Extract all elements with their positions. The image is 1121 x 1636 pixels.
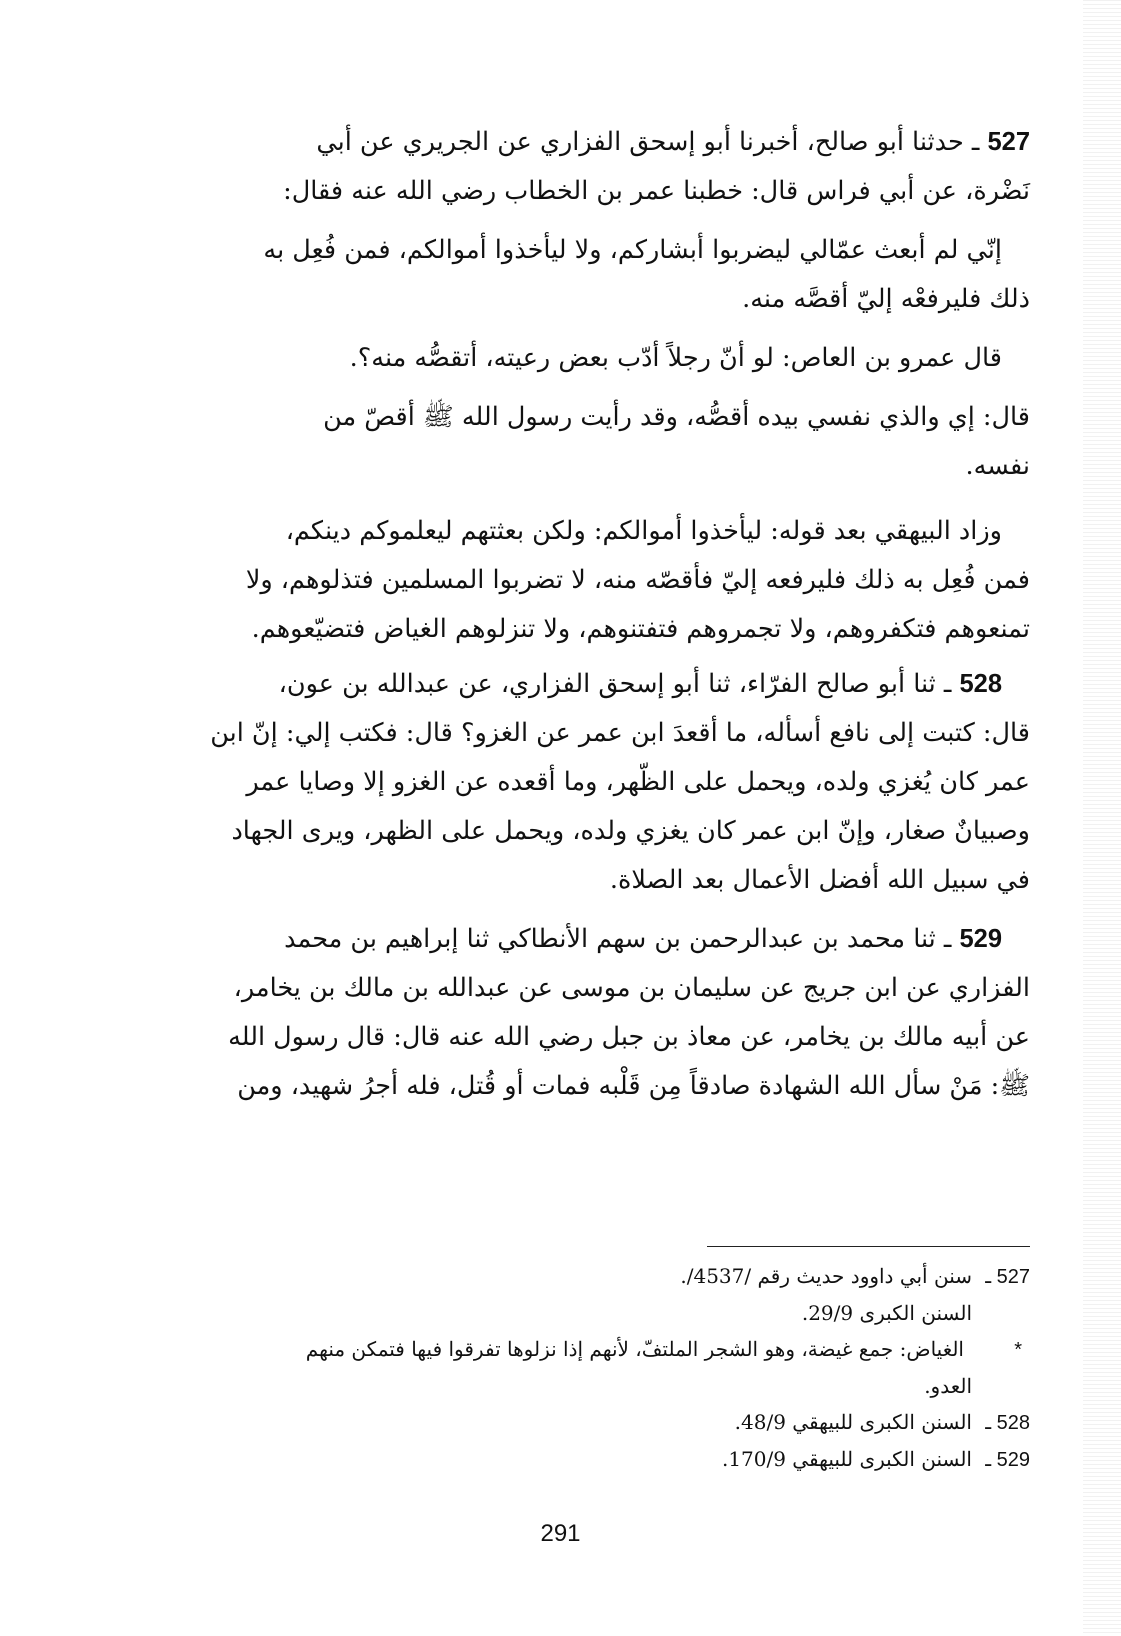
text-line: ذلك فليرفعْه إليّ أقصَّه منه. xyxy=(742,284,1030,314)
text-line: وصبيانٌ صغار، وإنّ ابن عمر كان يغزي ولده، ويحمل على الظهر، ويرى الجهاد xyxy=(231,816,1030,846)
page-number: 291 xyxy=(540,1520,581,1547)
footnote-star-cont xyxy=(170,1368,1030,1404)
hadith-number: 529 xyxy=(959,925,1002,953)
footnote-text: سنن أبي داوود حديث رقم /4537/. xyxy=(680,1264,972,1288)
page-edge-texture xyxy=(1083,0,1121,1636)
hadith-528 xyxy=(170,660,1030,905)
text-line: فمن فُعِل به ذلك فليرفعه إليّ فأقصّه منه، لا تضربوا المسلمين فتذلوهم، ولا xyxy=(245,565,1030,595)
footnote-number: 528 ـ xyxy=(985,1412,1030,1434)
footnote-number: 529 ـ xyxy=(985,1449,1030,1471)
footnote-text: السنن الكبرى للبيهقي 48/9. xyxy=(734,1410,972,1434)
footnote-text: العدو. xyxy=(924,1374,972,1398)
text-line: ـ حدثنا أبو صالح، أخبرنا أبو إسحق الفزاري عن الجريري عن أبي xyxy=(316,127,980,157)
text-line: تمنعوهم فتكفروهم، ولا تجمروهم فتفتنوهم، ولا تنزلوهم الغياض فتضيّعوهم. xyxy=(251,614,1030,644)
text-line: عمر كان يُغزي ولده، ويحمل على الظّهر، وما أقعده عن الغزو إلا وصايا عمر xyxy=(246,767,1030,797)
footnote-text: السنن الكبرى 29/9. xyxy=(801,1301,972,1325)
text-line: في سبيل الله أفضل الأعمال بعد الصلاة. xyxy=(609,865,1030,895)
text-line: نَضْرة، عن أبي فراس قال: خطبنا عمر بن الخطاب رضي الله عنه فقال: xyxy=(283,176,1030,206)
hadith-529 xyxy=(170,915,1030,1111)
hadith-number: 527 xyxy=(987,128,1030,156)
footnote-number: 527 ـ xyxy=(985,1266,1030,1288)
text-line: قال عمرو بن العاص: لو أنّ رجلاً أدّب بعض رعيته، أتقصُّه منه؟. xyxy=(349,343,1002,373)
text-line: عن أبيه مالك بن يخامر، عن معاذ بن جبل رضي الله عنه قال: قال رسول الله xyxy=(228,1022,1030,1052)
footnote-527-cont xyxy=(170,1295,1030,1331)
text-line: إنّي لم أبعث عمّالي ليضربوا أبشاركم، ولا ليأخذوا أموالكم، فمن فُعِل به xyxy=(263,235,1002,265)
text-line: قال: كتبت إلى نافع أسأله، ما أقعدَ ابن عمر عن الغزو؟ قال: فكتب إلي: إنّ ابن xyxy=(210,718,1030,748)
footnote-527 xyxy=(170,1258,1030,1295)
text-line: الفزاري عن ابن جريج عن سليمان بن موسى عن عبدالله بن مالك بن يخامر، xyxy=(233,973,1030,1003)
footnote-529 xyxy=(170,1441,1030,1478)
text-line: ﷺ: مَنْ سأل الله الشهادة صادقاً مِن قَلْبه فمات أو قُتل، فله أجرُ شهيد، ومن xyxy=(237,1071,1030,1101)
footnotes xyxy=(170,1258,1030,1478)
footnote-text: الغياض: جمع غيضة، وهو الشجر الملتفّ، لأنهم إذا نزلوها تفرقوا فيها فتمكن منهم xyxy=(305,1337,964,1361)
footnote-text: السنن الكبرى للبيهقي 170/9. xyxy=(721,1447,972,1471)
text-line: وزاد البيهقي بعد قوله: ليأخذوا أموالكم: ولكن بعثتهم ليعلموكم دينكم، xyxy=(285,516,1002,546)
text-line: ـ ثنا محمد بن عبدالرحمن بن سهم الأنطاكي ثنا إبراهيم بن محمد xyxy=(284,924,952,954)
text-line: نفسه. xyxy=(965,451,1030,481)
footnote-star xyxy=(170,1331,1030,1368)
text-line: ـ ثنا أبو صالح الفرّاء، ثنا أبو إسحق الفزاري، عن عبدالله بن عون، xyxy=(278,669,952,699)
hadith-number: 528 xyxy=(959,670,1002,698)
footnote-528 xyxy=(170,1404,1030,1441)
footnote-divider xyxy=(707,1246,1030,1247)
footnote-star-marker: * xyxy=(1014,1339,1022,1361)
main-text xyxy=(170,118,1030,1111)
text-line: قال: إي والذي نفسي بيده أقصُّه، وقد رأيت رسول الله ﷺ أقصّ من xyxy=(323,402,1030,432)
hadith-527 xyxy=(170,118,1030,654)
